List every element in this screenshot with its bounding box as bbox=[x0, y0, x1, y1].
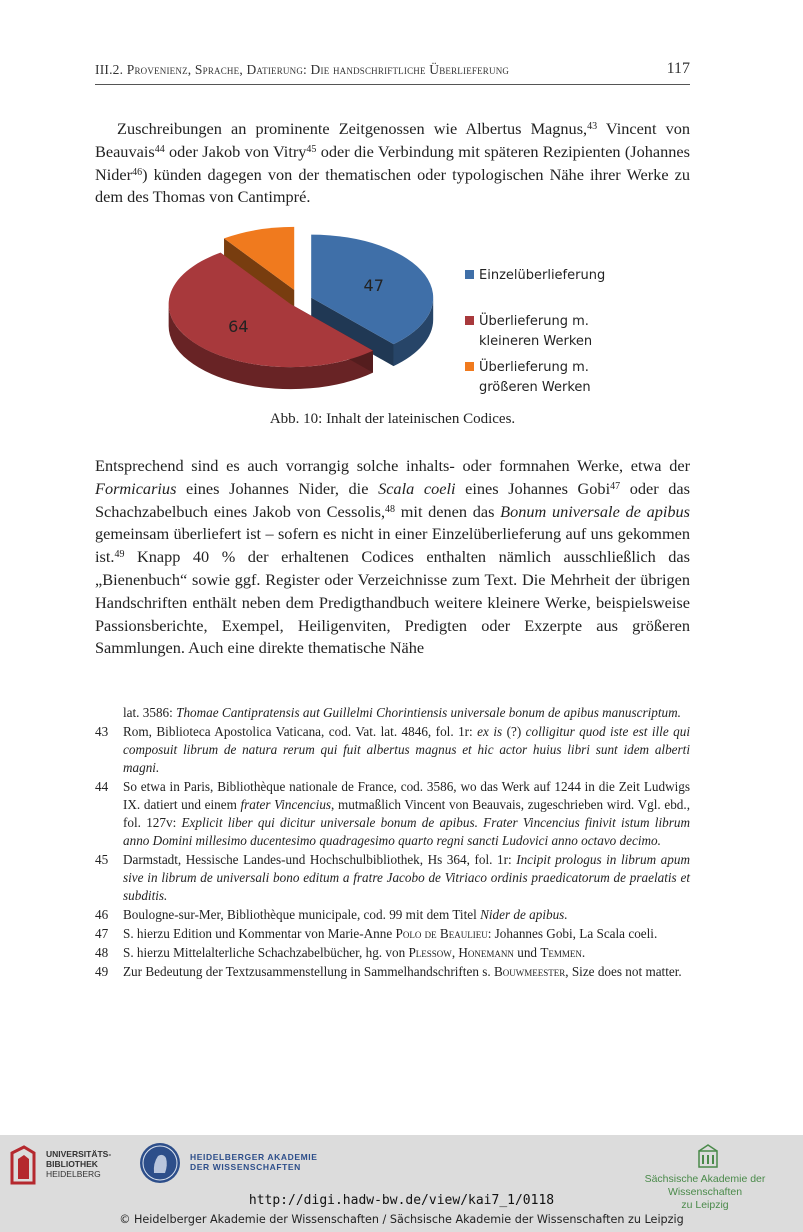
text-run: eines Johannes Nider, die bbox=[176, 478, 379, 498]
text-run: und bbox=[513, 945, 541, 960]
footnote-number: 49 bbox=[95, 964, 109, 979]
footnote-ref-49[interactable]: 49 bbox=[114, 549, 125, 561]
footnote-number: 47 bbox=[95, 926, 109, 941]
hadw-name bbox=[190, 1152, 318, 1172]
footnote-number: 46 bbox=[95, 907, 109, 922]
text-run: eines Johannes Gobi bbox=[455, 478, 611, 498]
running-header bbox=[95, 60, 690, 85]
text-run: Rom, Biblioteca Apostolica Vaticana, cod. Vat. lat. 4846, fol. 1r: bbox=[123, 724, 478, 739]
footnote-44 bbox=[95, 778, 690, 850]
work-title: Formicarius bbox=[95, 478, 177, 498]
legend-label: Überlieferung m. bbox=[479, 314, 589, 329]
footnote-ref-47[interactable]: 47 bbox=[610, 480, 621, 492]
pie-data-label: 64 bbox=[228, 316, 249, 336]
legend-swatch bbox=[465, 362, 474, 371]
logo-line: HEIDELBERGER AKADEMIE bbox=[190, 1152, 318, 1162]
paragraph-1 bbox=[95, 118, 690, 209]
quotation: Nider de apibus. bbox=[480, 907, 568, 922]
digitization-footer bbox=[0, 1135, 803, 1232]
figure-caption: Abb. 10: Inhalt der lateinischen Codices. bbox=[269, 411, 516, 427]
logo-line: BIBLIOTHEK bbox=[46, 1159, 98, 1169]
footnote-ref-46[interactable]: 46 bbox=[132, 166, 143, 178]
footnote-ref-44[interactable]: 44 bbox=[154, 143, 165, 155]
page-number: 117 bbox=[666, 60, 690, 77]
copyright-notice: © Heidelberger Akademie der Wissenschaften / Sächsische Akademie der Wissenschaften zu Leipzig bbox=[119, 1213, 684, 1226]
text-run: lat. 3586: bbox=[123, 705, 177, 720]
legend-label: Überlieferung m. bbox=[479, 360, 589, 375]
footnote-ref-43[interactable]: 43 bbox=[587, 121, 598, 132]
footnote-number: 45 bbox=[95, 852, 109, 867]
legend-label: kleineren Werken bbox=[479, 334, 593, 349]
permalink-link[interactable]: http://digi.hadw-bw.de/view/kai7_1/0118 bbox=[248, 1193, 555, 1208]
logo-line: zu Leipzig bbox=[681, 1199, 729, 1211]
logo-line: DER WISSENSCHAFTEN bbox=[190, 1162, 301, 1172]
text-run: oder Jakob von Vitry bbox=[164, 141, 307, 161]
text-run: , mutmaßlich Vincent von Beauvais, zugeschrieben wird. Vgl. ebd., fol. 127v: bbox=[123, 797, 690, 830]
legend-label: größeren Werken bbox=[479, 380, 591, 395]
footnote-47 bbox=[95, 925, 690, 943]
footnote-49 bbox=[95, 963, 690, 981]
text-run: , bbox=[451, 945, 459, 960]
footnote-46 bbox=[95, 906, 690, 924]
footnote-continuation bbox=[95, 704, 690, 722]
footnote-43 bbox=[95, 723, 690, 777]
quotation: Thomae Cantipratensis aut Guillelmi Chorintiensis universale bonum de apibus manuscriptum. bbox=[176, 705, 681, 720]
running-title: III.2. Provenienz, Sprache, Datierung: Die handschriftliche Überlieferung bbox=[95, 62, 510, 77]
footnote-ref-48[interactable]: 48 bbox=[385, 503, 396, 515]
text-run: ) künden dagegen von der thematischen oder typologischen Nähe ihrer Werke zu dem des Thomas von Cantimpré. bbox=[95, 164, 690, 207]
author-name: Bouwmeester bbox=[493, 964, 566, 979]
quotation: Explicit liber qui dicitur universale bonum de apibus. Frater Vincencius finivit istum librum anno Domini millesimo ducentesimo quadragesimo quarto regni sancti Ludovici anno octavo decimo. bbox=[123, 815, 690, 848]
legend-swatch bbox=[465, 316, 474, 325]
quotation: frater Vincencius bbox=[240, 797, 332, 812]
text-run: oder die Verbindung mit späteren Rezipienten (Johannes Nider bbox=[95, 141, 690, 184]
author-name: Plessow bbox=[408, 945, 452, 960]
chart-legend bbox=[465, 268, 605, 395]
author-name: Honemann bbox=[458, 945, 514, 960]
text-run: S. hierzu Edition und Kommentar von Marie-Anne bbox=[123, 926, 396, 941]
text-run: Zuschreibungen an prominente Zeitgenossen wie Albertus Magnus, bbox=[117, 119, 588, 138]
author-name: Temmen bbox=[540, 945, 582, 960]
text-run: So etwa in Paris, Bibliothèque nationale de France, cod. 3586, wo das Werk auf 1244 in die Zeit Ludwigs IX. datiert und einem bbox=[123, 779, 690, 812]
footnote-number: 44 bbox=[95, 779, 109, 794]
text-run: , Size does not matter. bbox=[565, 964, 682, 979]
text-run: . bbox=[581, 945, 586, 960]
footnote-ref-45[interactable]: 45 bbox=[306, 143, 317, 155]
text-run: Entsprechend sind es auch vorrangig solche inhalts- oder formnahen Werke, etwa der bbox=[95, 456, 690, 475]
work-title: Scala coeli bbox=[378, 478, 456, 498]
author-name: Polo de Beaulieu bbox=[395, 926, 488, 941]
ub-heidelberg-name bbox=[46, 1149, 111, 1179]
text-run: Zur Bedeutung der Textzusammenstellung in Sammelhandschriften s. bbox=[123, 964, 494, 979]
footnotes bbox=[95, 704, 690, 982]
footnote-45 bbox=[95, 851, 690, 905]
footnote-number: 48 bbox=[95, 945, 109, 960]
ub-heidelberg-logo-icon[interactable] bbox=[10, 1145, 36, 1185]
pie-data-label: 47 bbox=[363, 276, 384, 296]
hadw-seal-icon[interactable] bbox=[140, 1143, 180, 1183]
logo-line: HEIDELBERG bbox=[46, 1169, 101, 1179]
footnote-48 bbox=[95, 944, 690, 962]
saw-emblem-icon[interactable] bbox=[697, 1143, 719, 1169]
text-run: : Johannes Gobi, La Scala coeli. bbox=[487, 926, 658, 941]
text-run: Darmstadt, Hessische Landes-und Hochschulbibliothek, Hs 364, fol. 1r: bbox=[123, 852, 517, 867]
text-run: (?) bbox=[502, 724, 526, 739]
text-run: Boulogne-sur-Mer, Bibliothèque municipale, cod. 99 mit dem Titel bbox=[123, 907, 481, 922]
quotation: ex is bbox=[477, 724, 503, 739]
logo-line: UNIVERSITÄTS- bbox=[46, 1149, 112, 1159]
logo-line: Sächsische Akademie der Wissenschaften bbox=[644, 1173, 766, 1198]
text-run: oder das Schachzabelbuch eines Jakob von Cessolis, bbox=[95, 478, 690, 521]
work-title: Bonum universale de apibus bbox=[500, 501, 691, 521]
permalink[interactable] bbox=[0, 1193, 803, 1208]
text-run: S. hierzu Mittelalterliche Schachzabelbücher, hg. von bbox=[123, 945, 409, 960]
footnote-number: 43 bbox=[95, 724, 109, 739]
legend-label: Einzelüberlieferung bbox=[479, 268, 606, 283]
quotation: Incipit prologus in librum apum sive in librum de universali bono editum a fratre Jacobo de Vitriaco ordinis praedicatorum de praelatis et subditis. bbox=[123, 852, 690, 903]
pie-chart bbox=[160, 220, 630, 410]
legend-swatch bbox=[465, 270, 474, 279]
text-run: Vincent von Beauvais bbox=[95, 119, 690, 161]
text-run: mit denen das bbox=[395, 501, 501, 521]
paragraph-2 bbox=[95, 455, 690, 660]
text-run: gemeinsam überliefert ist – sofern es nicht in einer Einzelüberlieferung auf uns gekommen ist. bbox=[95, 524, 690, 567]
text-run: Knapp 40 % der erhaltenen Codices enthalten nämlich ausschließlich das „Bienenbuch“ sowie ggf. Register oder Verzeichnisse zum Text. Die Mehrheit der übrigen Handschriften enthält neben dem Predigthandbuch weitere kleinere Werke, beispielsweise Passionsberichte, Exempel, Heiligenviten, Predigten oder Exzerpte aus größeren Sammlungen. Auch eine direkte thematische Nähe bbox=[95, 547, 690, 658]
quotation: colligitur quod iste est ille qui composuit librum de natura rerum qui fuit albertus magnus et hic actor huius libri sunt idem alberti magni. bbox=[123, 724, 690, 775]
